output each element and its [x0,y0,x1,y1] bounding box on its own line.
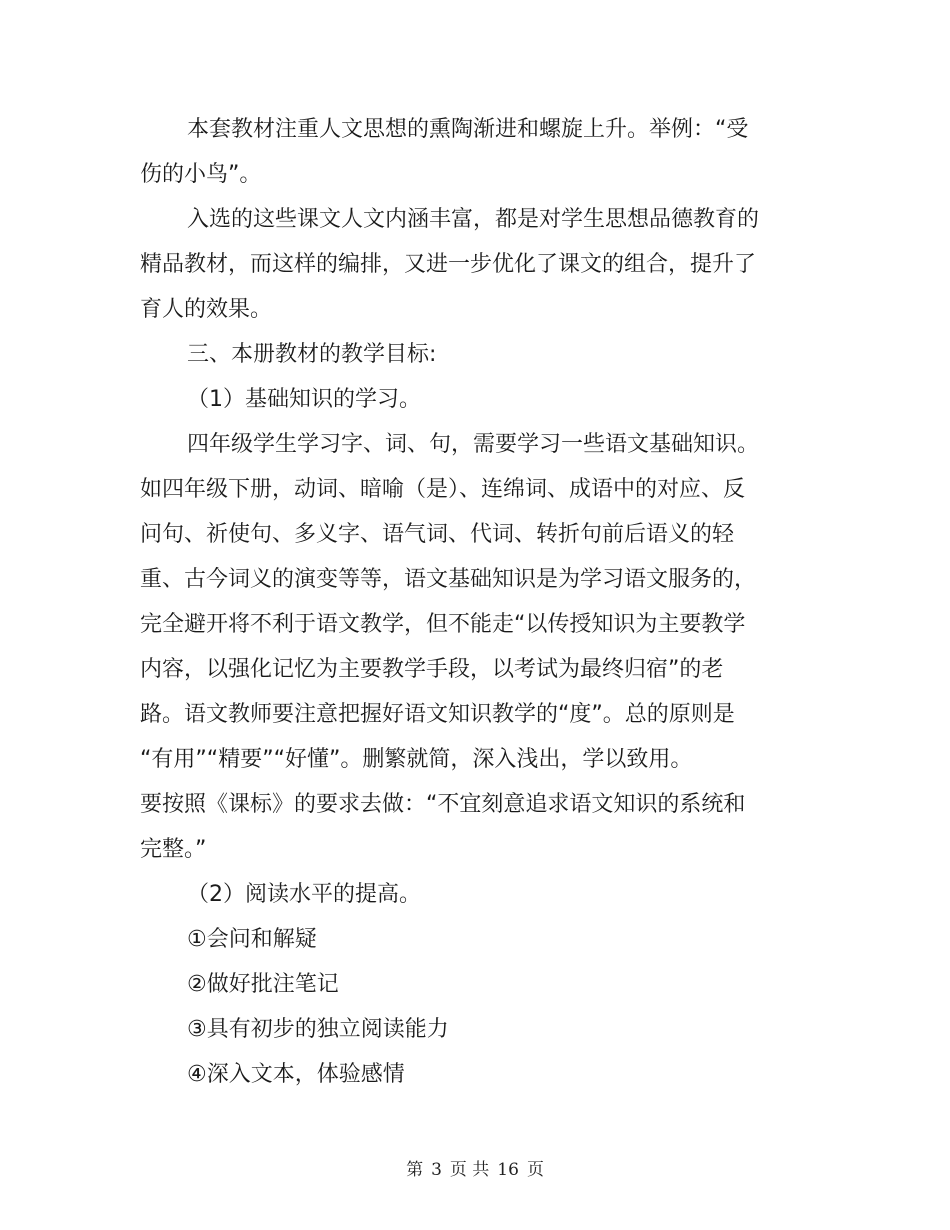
paragraph-line: “有用”“精要”“好懂”。删繁就简，深入浅出，学以致用。 [140,747,693,772]
section-heading: 三、本册教材的教学目标: [187,342,437,367]
list-item: ③具有初步的独立阅读能力 [187,1017,449,1042]
list-item: ①会问和解疑 [187,927,317,952]
paragraph-line: 完全避开将不利于语文教学，但不能走“以传授知识为主要教学 [140,612,746,637]
list-item: ④深入文本，体验感情 [187,1062,405,1087]
paragraph-line: 四年级学生学习字、词、句，需要学习一些语文基础知识。 [187,432,760,457]
current-page-number: 3 [431,1160,442,1180]
paragraph-line: 要按照《课标》的要求去做：“不宜刻意追求语文知识的系统和 [140,792,746,817]
list-item: ②做好批注笔记 [187,972,339,997]
paragraph-line: 内容，以强化记忆为主要教学手段，以考试为最终归宿”的老 [140,657,724,682]
paragraph-line: 伤的小鸟”。 [140,162,262,187]
paragraph-line: 本套教材注重人文思想的熏陶渐进和螺旋上升。举例：“受 [187,117,749,142]
paragraph-line: 如四年级下册，动词、暗喻（是）、连绵词、成语中的对应、反 [140,477,746,502]
paragraph-line: 问句、祈使句、多义字、语气词、代词、转折句前后语义的轻 [140,522,735,547]
page-label-mid: 页 共 [449,1160,490,1180]
page-label-suffix: 页 [526,1160,544,1180]
paragraph-line: 重、古今词义的演变等等，语文基础知识是为学习语文服务的， [140,567,757,592]
paragraph-line: 育人的效果。 [140,297,273,322]
page-label-prefix: 第 [406,1160,424,1180]
subsection-heading: （2）阅读水平的提高。 [187,882,421,907]
paragraph-line: 完整。” [140,837,207,862]
subsection-heading: （1）基础知识的学习。 [187,387,421,412]
paragraph-line: 路。语文教师要注意把握好语文知识教学的“度”。总的原则是 [140,702,735,727]
total-pages-number: 16 [497,1160,519,1180]
paragraph-line: 入选的这些课文人文内涵丰富，都是对学生思想品德教育的 [187,207,760,232]
paragraph-line: 精品教材，而这样的编排，又进一步优化了课文的组合，提升了 [140,252,757,277]
page-number-footer [0,1155,950,1180]
